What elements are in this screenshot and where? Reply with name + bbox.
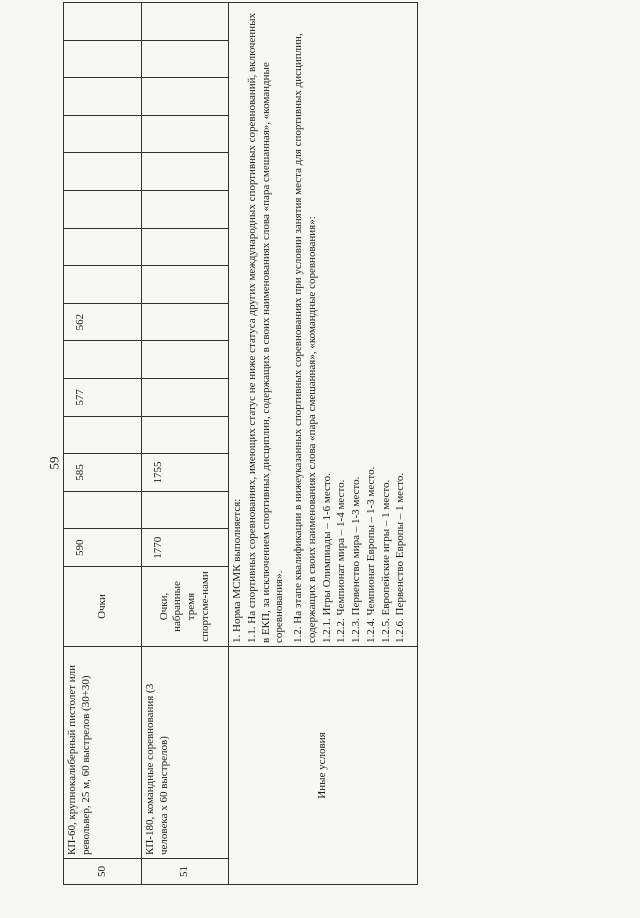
value-cell [64,3,142,41]
value-cell: 585 [64,454,142,492]
unit-cell: Очки [64,567,142,647]
conditions-line: 1. Норма МСМК выполняется: [231,498,243,643]
rotated-page [63,13,418,885]
conditions-line: 1.2.2. Чемпионат мира – 1-4 место. [335,479,348,643]
value-cell: 562 [64,303,142,341]
value-cell [142,266,229,304]
value-cell: 1755 [142,454,229,492]
conditions-line: 1.1. На спортивных соревнованиях, имеющих статус не ниже статуса других международных спортивных соревнований, включенных в ЕКП, за исключением спортивных дисциплин, содержащих в своих наименованиях слова «пара смешанная», «командные соревнования». [245,13,286,643]
value-cell [142,416,229,454]
value-cell [142,379,229,417]
conditions-line: 1.2.6. Первенство Европы – 1 место. [394,472,407,643]
value-cell [142,115,229,153]
value-cell: 590 [64,529,142,567]
conditions-line: 1.2.4. Чемпионат Европы – 1-3 место. [364,466,377,643]
value-cell [142,153,229,191]
value-cell [142,40,229,78]
value-cell [142,491,229,529]
value-cell [64,40,142,78]
conditions-line: 1.2. На этапе квалификации в нижеуказанных спортивных соревнованиях при условии занятия места для спортивных дисциплин, содержащих в своих наименованиях слова «пара смешанная», «командные соревнования»: [292,33,318,643]
value-cell: 577 [64,379,142,417]
value-cell [64,491,142,529]
value-cell [64,341,142,379]
value-cell [142,228,229,266]
table-row [64,3,142,885]
value-cell [142,191,229,229]
value-cell [64,416,142,454]
value-cell [142,78,229,116]
conditions-line: 1.2.1. Игры Олимпиады – 1-6 место. [320,473,333,643]
conditions-line: 1.2.3. Первенство мира – 1-3 место. [350,476,362,643]
conditions-text [229,3,418,647]
value-cell [142,303,229,341]
value-cell [142,3,229,41]
value-cell [142,341,229,379]
row-number: 51 [142,859,229,885]
conditions-label: Иные условия [229,647,418,885]
value-cell: 1770 [142,529,229,567]
value-cell [64,228,142,266]
norms-table [63,2,418,885]
table-row [142,3,229,885]
conditions-line: 1.2.5. Европейские игры – 1 место. [379,479,392,643]
value-cell [64,115,142,153]
table-row [229,3,418,885]
value-cell [64,78,142,116]
value-cell [64,153,142,191]
page-number: 59 [46,456,62,470]
value-cell [64,191,142,229]
discipline-name: КП-180, командные соревнования (3 человека х 60 выстрелов) [142,647,229,859]
row-number: 50 [64,859,142,885]
discipline-name: КП-60, крупнокалиберный пистолет или револьвер, 25 м, 60 выстрелов (30+30) [64,647,142,859]
unit-cell: Очки, набранные тремя спортсме-нами [142,567,229,647]
value-cell [64,266,142,304]
